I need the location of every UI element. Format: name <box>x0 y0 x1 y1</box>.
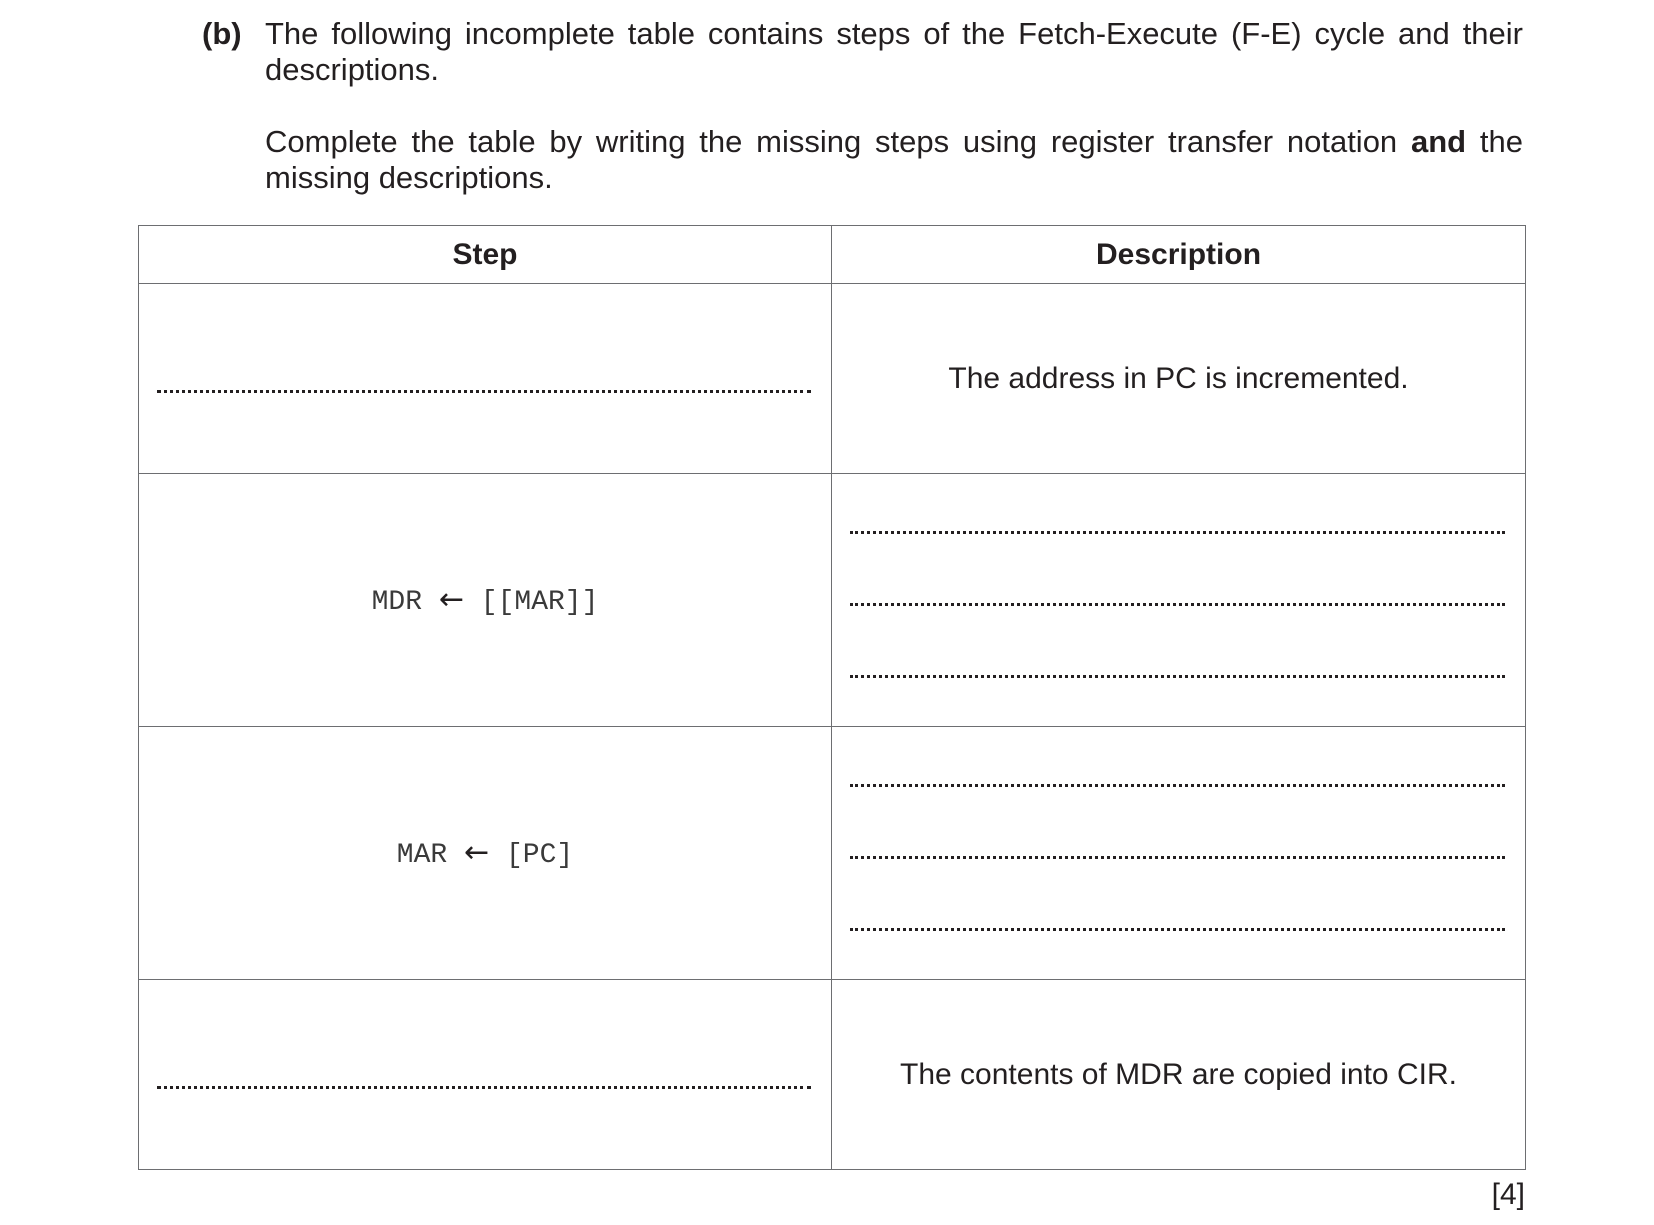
answer-dotted-line[interactable] <box>850 928 1505 931</box>
answer-dotted-line[interactable] <box>850 784 1505 787</box>
left-arrow-icon: ← <box>438 582 464 617</box>
question-label: (b) <box>202 16 242 51</box>
instruction-text-after: the missing descriptions. <box>265 124 1523 195</box>
table-row <box>139 980 1526 1170</box>
left-arrow-icon: ← <box>464 835 490 870</box>
description-answer-cell[interactable] <box>832 474 1526 727</box>
answer-lines[interactable] <box>850 784 1505 931</box>
answer-dotted-line[interactable] <box>850 531 1505 534</box>
table-header-row <box>139 226 1526 284</box>
step-destination: MAR <box>396 840 448 871</box>
step-answer-cell[interactable] <box>139 284 832 474</box>
answer-dotted-line[interactable] <box>850 675 1505 678</box>
question-intro: The following incomplete table contains steps of the Fetch-Execute (F-E) cycle and their descriptions. <box>265 16 1523 87</box>
description-text: The contents of MDR are copied into CIR. <box>900 1057 1457 1091</box>
step-source: [[MAR]] <box>480 587 599 618</box>
answer-dotted-line[interactable] <box>850 856 1505 859</box>
instruction-bold-word: and <box>1410 124 1467 159</box>
step-destination: MDR <box>371 587 423 618</box>
answer-dotted-line[interactable] <box>157 1076 811 1089</box>
description-text: The address in PC is incremented. <box>948 361 1409 395</box>
marks-allocation: [4] <box>1491 1178 1525 1211</box>
description-cell <box>832 980 1526 1170</box>
description-cell <box>832 284 1526 474</box>
register-transfer-step <box>371 582 599 618</box>
answer-lines[interactable] <box>850 531 1505 678</box>
column-header-step: Step <box>139 226 832 284</box>
instruction-text-before: Complete the table by writing the missing steps using register transfer notation <box>265 124 1411 159</box>
table-row <box>139 284 1526 474</box>
table-row <box>139 727 1526 980</box>
register-transfer-step <box>396 835 574 871</box>
answer-dotted-line[interactable] <box>157 380 811 393</box>
step-cell <box>139 474 832 727</box>
answer-dotted-line[interactable] <box>850 603 1505 606</box>
question-instruction <box>265 124 1523 196</box>
step-cell <box>139 727 832 980</box>
description-answer-cell[interactable] <box>832 727 1526 980</box>
fe-cycle-table <box>138 225 1526 1170</box>
column-header-description: Description <box>832 226 1526 284</box>
step-answer-cell[interactable] <box>139 980 832 1170</box>
step-source: [PC] <box>505 840 574 871</box>
table-row <box>139 474 1526 727</box>
